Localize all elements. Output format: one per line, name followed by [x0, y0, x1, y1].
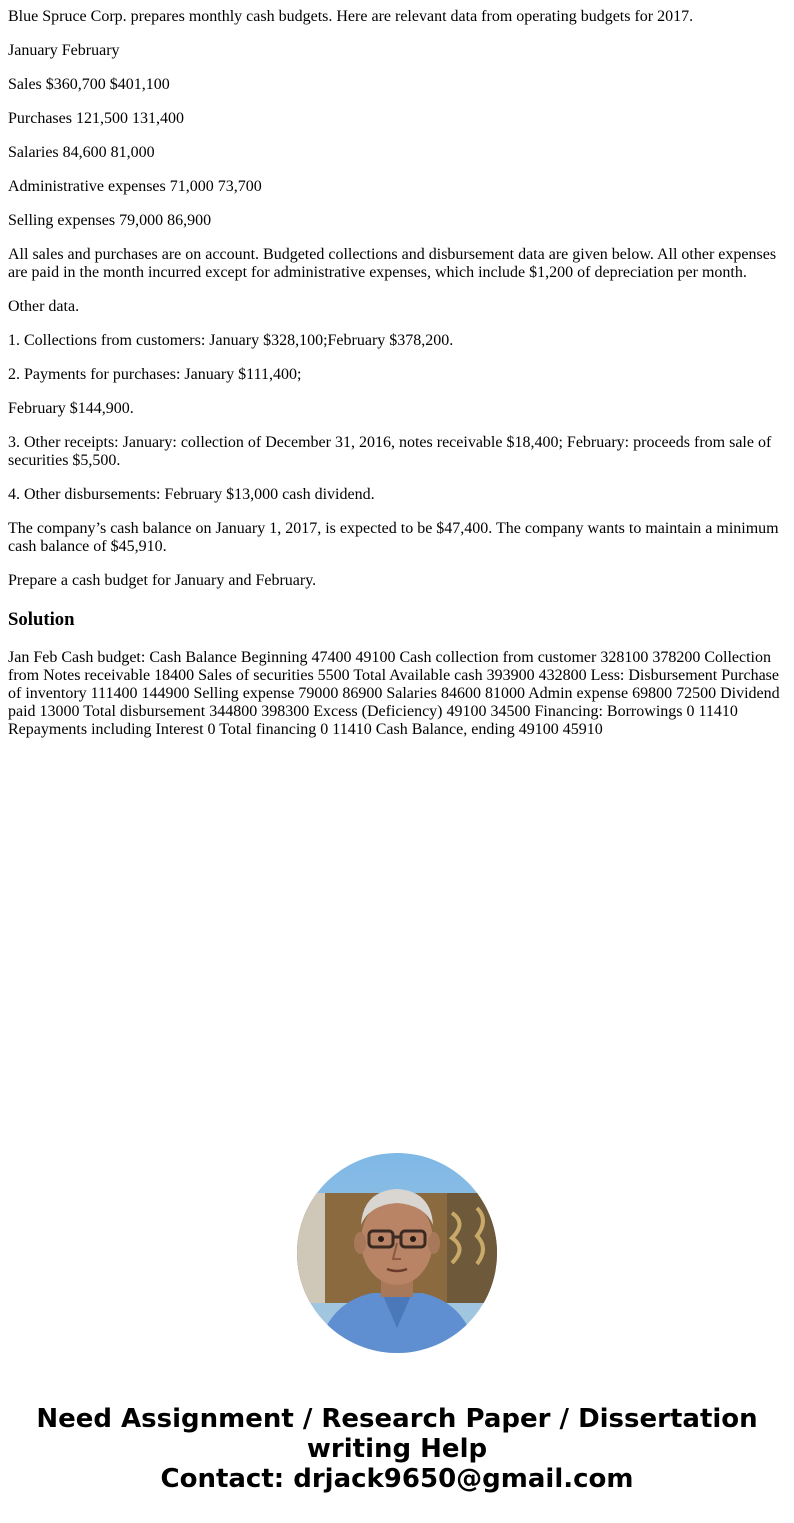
solution-heading: Solution — [8, 609, 75, 630]
question-note: All sales and purchases are on account. Budgeted collections and disbursement data are given below. All other expenses are paid in the month incurred except for administrative expenses, which include $1,200 of depreciation per month. — [8, 246, 777, 281]
other-data-item-3: 3. Other receipts: January: collection of December 31, 2016, notes receivable $18,400; February: proceeds from sale of securities $5,500. — [8, 434, 772, 469]
table-row-salaries: Salaries 84,600 81,000 — [8, 144, 155, 161]
other-data-label: Other data. — [8, 298, 80, 315]
promo-line-2: writing Help — [306, 1434, 488, 1464]
table-row-sales: Sales $360,700 $401,100 — [8, 76, 170, 93]
author-photo — [297, 1153, 497, 1353]
table-row-selling: Selling expenses 79,000 86,900 — [8, 212, 212, 229]
table-header-row: January February — [8, 42, 120, 59]
promo-line-1: Need Assignment / Research Paper / Dissertation — [36, 1404, 758, 1434]
promo-banner — [0, 1404, 794, 1494]
question-task: Prepare a cash budget for January and February. — [8, 572, 317, 589]
author-avatar — [297, 1153, 497, 1353]
other-data-item-2: 2. Payments for purchases: January $111,400; — [8, 366, 302, 383]
question-content — [8, 8, 786, 738]
solution-text: Jan Feb Cash budget: Cash Balance Beginning 47400 49100 Cash collection from customer 328100 378200 Collection from Notes receivable 18400 Sales of securities 5500 Total Available cash 393900 432800 Less: Disbursement Purchase of inventory 111400 144900 Selling expense 79000 86900 Salaries 84600 81000 Admin expense 69800 72500 Dividend paid 13000 Total disbursement 344800 398300 Excess (Deficiency) 49100 34500 Financing: Borrowings 0 11410 Repayments including Interest 0 Total financing 0 11410 Cash Balance, ending 49100 45910 — [8, 649, 780, 738]
other-data-item-2-cont: February $144,900. — [8, 400, 134, 417]
other-data-item-4: 4. Other disbursements: February $13,000 cash dividend. — [8, 486, 375, 503]
question-intro: Blue Spruce Corp. prepares monthly cash budgets. Here are relevant data from operating budgets for 2017. — [8, 8, 694, 25]
table-row-administrative: Administrative expenses 71,000 73,700 — [8, 178, 262, 195]
promo-contact: Contact: drjack9650@gmail.com — [160, 1464, 634, 1494]
table-row-purchases: Purchases 121,500 131,400 — [8, 110, 184, 127]
balance-note: The company’s cash balance on January 1, 2017, is expected to be $47,400. The company wants to maintain a minimum cash balance of $45,910. — [8, 520, 779, 555]
other-data-item-1: 1. Collections from customers: January $328,100;February $378,200. — [8, 332, 454, 349]
